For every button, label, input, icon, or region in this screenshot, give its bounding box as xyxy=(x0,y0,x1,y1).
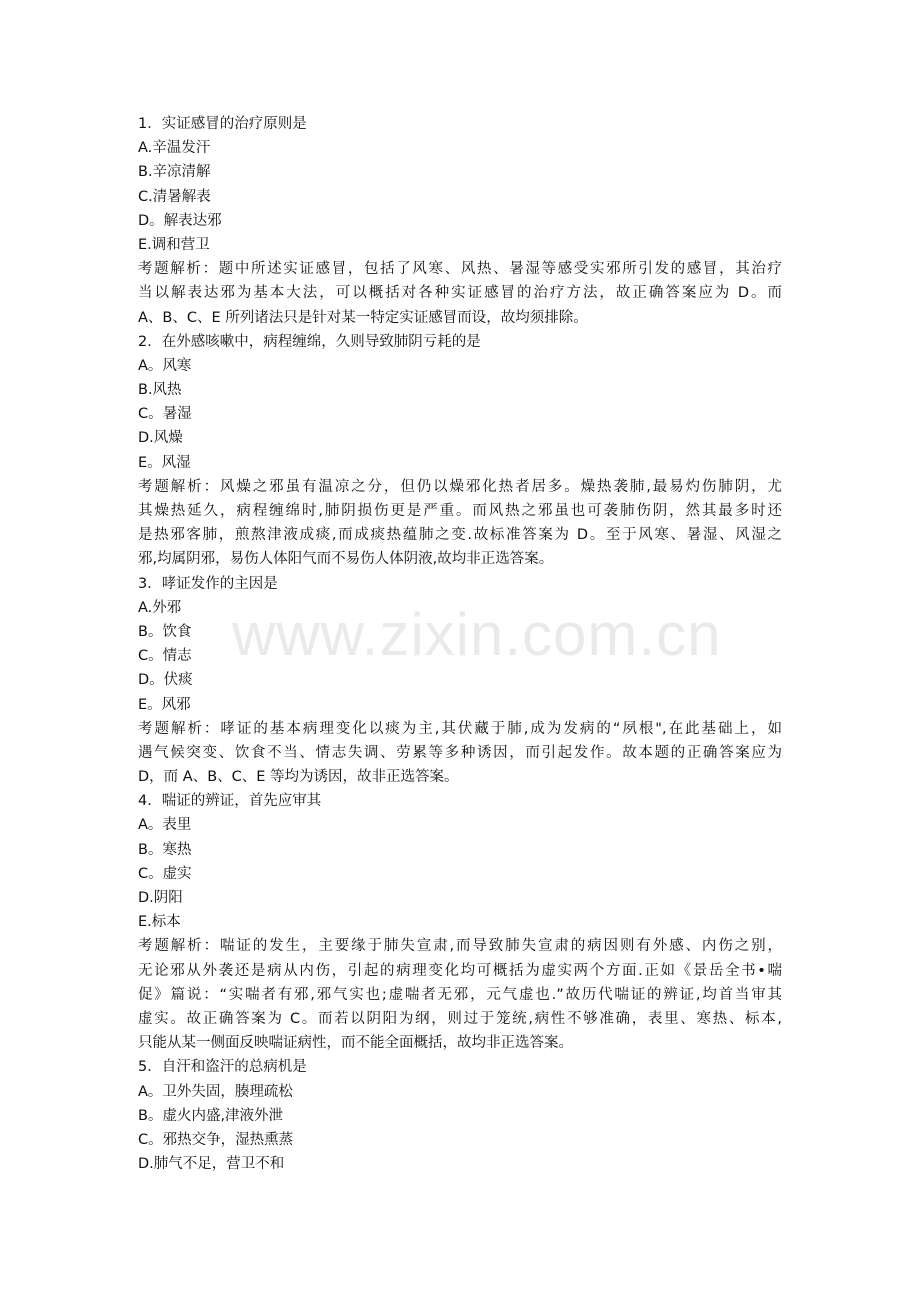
text-line: B.风热 xyxy=(138,382,182,399)
text-line: B。饮食 xyxy=(138,623,192,640)
text-line: B.辛凉清解 xyxy=(138,164,211,181)
text-line: E.标本 xyxy=(138,914,181,931)
text-line: 是热邪客肺，煎熬津液成痰,而成痰热蕴肺之变.故标准答案为 D。至于风寒、暑湿、风湿之 xyxy=(138,527,782,544)
document-body xyxy=(138,112,782,1176)
text-line: 3．哮证发作的主因是 xyxy=(138,575,278,592)
text-line: E。风湿 xyxy=(138,454,191,471)
text-line: 无论邪从外袭还是病从内伤，引起的病理变化均可概括为虚实两个方面.正如《景岳全书•喘 xyxy=(138,962,782,979)
text-line: 2．在外感咳嗽中，病程缠绵，久则导致肺阴亏耗的是 xyxy=(138,333,481,350)
text-line: 4．喘证的辨证，首先应审其 xyxy=(138,793,322,810)
text-line: 当以解表达邪为基本大法，可以概括对各种实证感冒的治疗方法，故正确答案应为 D。而 xyxy=(138,285,782,302)
text-line: 考题解析：题中所述实证感冒，包括了风寒、风热、暑湿等感受实邪所引发的感冒，其治疗 xyxy=(138,261,782,278)
watermark: www.zixin.com.cn xyxy=(232,601,722,668)
text-line: B。虚火内盛,津液外泄 xyxy=(138,1107,284,1124)
text-line: 邪,均属阴邪，易伤人体阳气而不易伤人体阴液,故均非正选答案。 xyxy=(138,551,554,568)
text-line: C.清暑解表 xyxy=(138,188,211,205)
text-line: D，而 A、B、C、E 等均为诱因，故非正选答案。 xyxy=(138,769,459,786)
text-line: C。暑湿 xyxy=(138,406,192,423)
text-line: 5．自汗和盗汗的总病机是 xyxy=(138,1059,307,1076)
text-line: A。卫外失固，腠理疏松 xyxy=(138,1083,293,1100)
text-line: 考题解析：哮证的基本病理变化以痰为主,其伏藏于肺,成为发病的“夙根",在此基础上，如 xyxy=(138,720,782,737)
text-line: A。表里 xyxy=(138,817,192,834)
text-line: E.调和营卫 xyxy=(138,236,210,253)
text-line: A.外邪 xyxy=(138,599,182,616)
text-line: C。邪热交争，湿热熏蒸 xyxy=(138,1131,294,1148)
text-line: 遇气候突变、饮食不当、情志失调、劳累等多种诱因，而引起发作。故本题的正确答案应为 xyxy=(138,744,782,761)
text-line: E。风邪 xyxy=(138,696,191,713)
text-line: C。情志 xyxy=(138,648,192,665)
text-line: A。风寒 xyxy=(138,357,192,374)
text-line: 1．实证感冒的治疗原则是 xyxy=(138,116,307,132)
text-line: 考题解析：风燥之邪虽有温凉之分，但仍以燥邪化热者居多。燥热袭肺,最易灼伤肺阴，尤 xyxy=(138,478,782,495)
text-line: 其燥热延久，病程缠绵时,肺阴损伤更是严重。而风热之邪虽也可袭肺伤阴，然其最多时还 xyxy=(138,503,782,519)
text-line: A.辛温发汗 xyxy=(138,140,211,157)
text-line: C。虚实 xyxy=(138,865,192,882)
text-line: D。解表达邪 xyxy=(138,212,222,229)
text-line: 只能从某一侧面反映喘证病性，而不能全面概括，故均非正选答案。 xyxy=(138,1035,573,1052)
text-line: D.风燥 xyxy=(138,430,183,447)
text-line: 虚实。故正确答案为 C。而若以阴阳为纲，则过于笼统,病性不够准确，表里、寒热、标本, xyxy=(138,1010,782,1027)
text-line: 促》篇说：“实喘者有邪,邪气实也;虚喘者无邪，元气虚也.”故历代喘证的辨证,均首当审其 xyxy=(138,986,782,1003)
text-line: D.阴阳 xyxy=(138,890,183,906)
text-line: D。伏痰 xyxy=(138,672,193,689)
text-line: 考题解析：喘证的发生，主要缘于肺失宣肃,而导致肺失宣肃的病因则有外感、内伤之别， xyxy=(138,938,782,955)
text-line: D.肺气不足，营卫不和 xyxy=(138,1156,285,1173)
text-line: A、B、C、E 所列诸法只是针对某一特定实证感冒而设，故均须排除。 xyxy=(138,309,588,326)
text-line: B。寒热 xyxy=(138,841,192,858)
